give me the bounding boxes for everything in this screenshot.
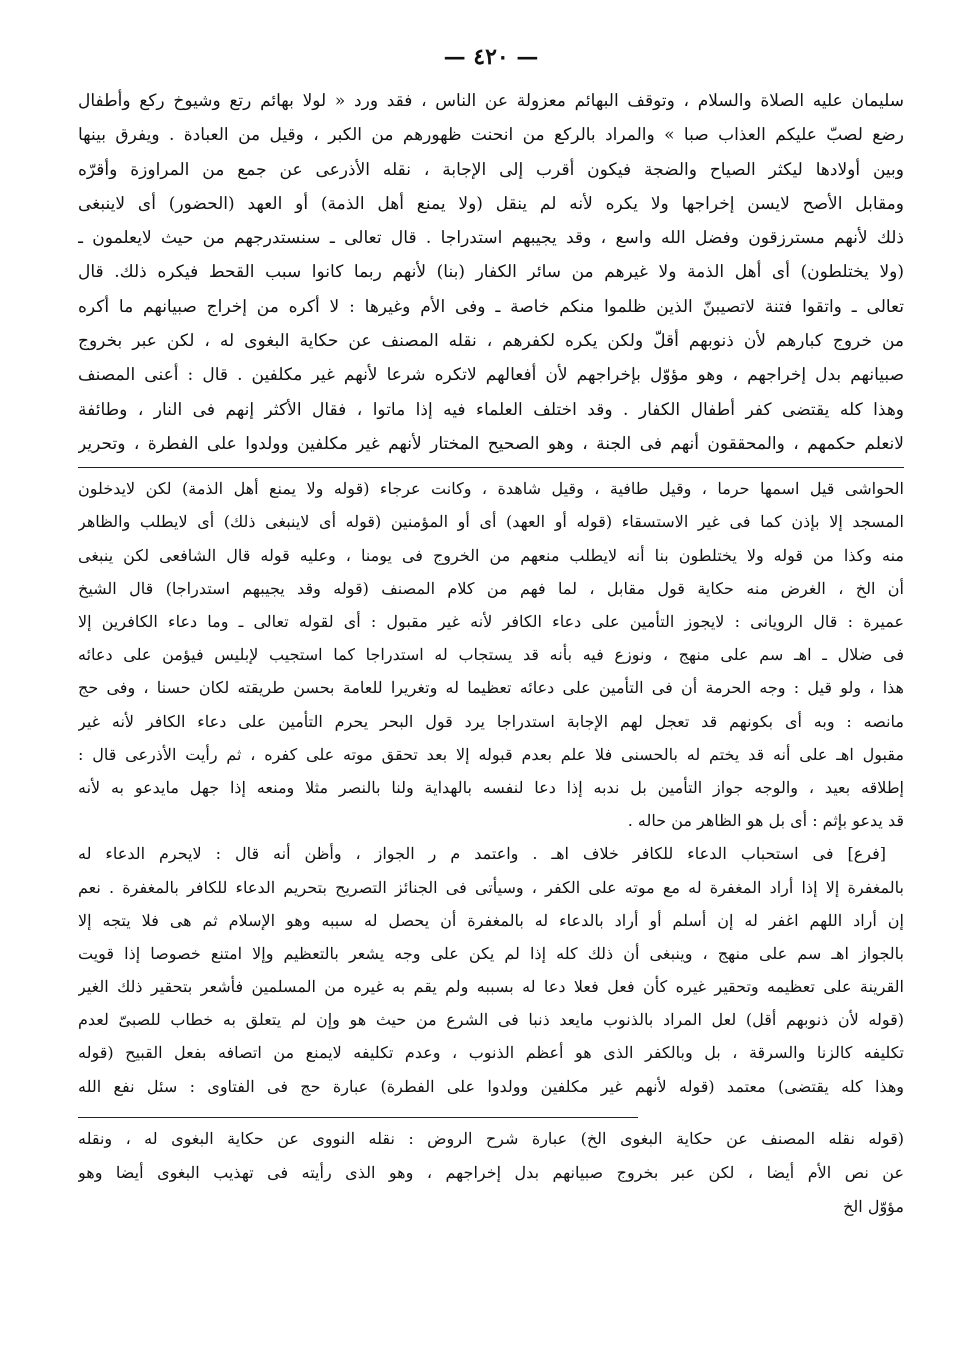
commentary-block	[78, 472, 904, 1103]
main-text-line: ومقابل الأصح لايسن إخراجها ولا يكره لأنه لم ينقل (ولا يمنع أهل الذمة) أو العهد (الحضور) أى لاينبغى	[78, 193, 904, 214]
commentary-line: إطلاقه بعيد ، والوجه جواز التأمين بل ندبه إذا دعا لنفسه بالهداية ولنا بالنصر مثلا ومنعه إذا جهل مايدعو به لأنه	[78, 777, 904, 797]
commentary-line: القرينة على تعظيمه وتحقير غيره كأن فعل فعلا دعا له بسببه ولم يقم به غيره من المسلمين فأشعر بتحقير ذلك الغير	[78, 977, 904, 997]
commentary-line: منه وكذا من قوله ولا يختلطون بنا أنه لايطلب منعهم من الخروج فى يومنا ، وعليه قوله قال الشافعى لكن ينبغى	[78, 545, 904, 565]
footnote-line: (قوله نقله المصنف عن حكاية البغوى الخ) عبارة شرح الروض : نقله النووى عن حكاية البغوى له ، ونقله	[78, 1128, 904, 1148]
main-text-block	[78, 84, 904, 461]
commentary-line: إن أراد اللهم اغفر له إن أسلم أو أراد بالدعاء له بالمغفرة أن يحصل له سببه وهو الإسلام ثم هى فلا يتجه إلا	[78, 910, 904, 930]
commentary-line: المسجد إلا بإذن كما فى غير الاستسقاء (قوله أو العهد) أى أو المؤمنين (قوله أى لاينبغى ذلك) أى لايطلب والظاهر	[78, 512, 904, 532]
main-text-line: سليمان عليه الصلاة والسلام ، وتوقف البهائم معزولة عن الناس ، فقد ورد « لولا بهائم رتع وشيوخ ركع وأطفال	[78, 91, 904, 111]
commentary-line: وهذا كله يقتضى) معتمد (قوله لأنهم غير مكلفين وولدوا على الفطرة) عبارة حج فى الفتاوى : سئل نفع الله	[78, 1076, 904, 1096]
footnote-line: عن نص الأم أيضا ، لكن عبر بخروج صبيانهم بدل إخراجهم ، وهو الذى رأيته فى تهذيب البغوى أيضا وهو	[78, 1162, 904, 1182]
commentary-line: [فرع] فى استحباب الدعاء للكافر خلاف اهـ . واعتمد م ر الجواز ، وأظن أنه قال : لايحرم الدعاء له	[78, 844, 886, 864]
commentary-line: فى ضلال ـ اهـ سم على منهج ، ونوزع فيه بأنه قد يستجاب له استدراجا كما استجيب لإبليس فيؤمن على دعائه	[78, 645, 904, 665]
commentary-line: تكليفه كالزنا والسرقة ، بل وبالكفر الذى هو أعظم الذنوب ، وعدم تكليفه لايمنع من اتصافه بفعل القبيح (قوله	[78, 1043, 904, 1063]
commentary-divider	[78, 467, 904, 468]
main-text-line: (ولا يختلطون) أى أهل الذمة ولا غيرهم من سائر الكفار (بنا) لأنهم ربما كانوا سبب القحط فيكره ذلك. قال	[78, 262, 904, 283]
main-text-line: تعالى ـ واتقوا فتنة لاتصيبنّ الذين ظلموا منكم خاصة ـ وفى الأم وغيرها : لا أكره من إخراج صبيانهم ما أكره	[78, 296, 904, 317]
commentary-line: الحواشى قيل اسمها حرما ، وقيل طافية ، وقيل شاهدة ، وكانت عرجاء (قوله ولا يمنع أهل الذمة) لكن لايدخلون	[78, 479, 904, 499]
main-text-line: من خروج كبارهم لأن ذنوبهم أقلّ ولكن يكره لكفرهم ، نقله المصنف عن حكاية البغوى له ، لكن عبر بخروج	[78, 331, 904, 352]
main-text-line: لانعلم حكمهم ، والمحققون أنهم فى الجنة ، وهو الصحيح المختار لأنهم غير مكلفين وولدوا على الفطرة ، وتحرير	[78, 433, 904, 454]
page-number: — ٤٢٠ —	[443, 44, 539, 70]
main-text-line: صبيانهم بدل إخراجهم ، وهو مؤوّل بإخراجهم لأن أفعالهم لاتكره شرعا لأنهم غير مكلفين . قال : أعنى المصنف	[78, 365, 904, 386]
footnote-divider	[78, 1117, 638, 1118]
commentary-line: بالمغفرة إلا إذا أراد المغفرة له مع موته على الكفر ، وسيأتى فى الجنائز التصريح بتحريم الدعاء للكافر بالمغفرة . نعم	[78, 877, 904, 897]
book-page	[78, 38, 904, 1348]
commentary-line: (قوله لأن ذنوبهم أقل) لعل المراد بالذنوب مايعد ذنبا فى الشرع من حيث هو وإن لم يتعلق به خطاب للصبىّ لعدم	[78, 1010, 904, 1030]
commentary-line: عميرة : قال الرويانى : لايجوز التأمين على دعاء الكافر لأنه غير مقبول : أى لقوله تعالى ـ وما دعاء الكافرين إلا	[78, 612, 904, 632]
commentary-line: أن الخ ، الغرض منه حكاية قول مقابل ، لما فهم من كلام المصنف (قوله وقد يجيبهم استدراجا) قال الشيخ	[78, 578, 904, 598]
main-text-line: وبين أولادها ليكثر الصياح والضجة فيكون أقرب إلى الإجابة ، نقله الأذرعى عن جمع من المراوزة وأقرّه	[78, 159, 904, 180]
commentary-line: قد يدعو بإثم : أى بل هو الظاهر من حاله .	[627, 811, 904, 831]
footnote-line: مؤوّل الخ	[843, 1196, 904, 1216]
footnote-block	[78, 1122, 904, 1224]
commentary-line: بالجواز اهـ سم على منهج ، وينبغى أن ذلك كله إذا لم يكن على وجه يشعر بالتعظيم وإلا امتنع خصوصا إذا قويت	[78, 943, 904, 963]
commentary-line: هذا ، ولو قيل : وجه الحرمة أن فى التأمين على دعائه تعظيما له وتغريرا للعامة بحسن طريقته لكان حسنا ، وفى حج	[78, 678, 904, 698]
main-text-line: ذلك لأنهم مسترزقون وفضل الله واسع ، وقد يجيبهم استدراجا . قال تعالى ـ سنستدرجهم من حيث لايعلمون ـ	[78, 228, 904, 249]
main-text-line: رضع لصبّ عليكم العذاب صبا » والمراد بالركع من انحنت ظهورهم من الكبر ، وقيل من العبادة . ويفرق بينها	[78, 125, 904, 146]
commentary-line: مانصه : وبه أى بكونهم قد تعجل لهم الإجابة استدراجا يرد قول البحر يحرم التأمين على دعاء الكافر لأنه غير	[78, 711, 904, 731]
main-text-line: وهذا كله يقتضى كفر أطفال الكفار . وقد اختلف العلماء فيه إذا ماتوا ، فقال الأكثر إنهم فى النار ، وطائفة	[78, 399, 904, 420]
commentary-line: مقبول اهـ على أنه قد يختم له بالحسنى فلا علم بعدم قبوله إلا بعد تحقق موته على كفره ، ثم رأيت الأذرعى قال :	[78, 744, 904, 764]
